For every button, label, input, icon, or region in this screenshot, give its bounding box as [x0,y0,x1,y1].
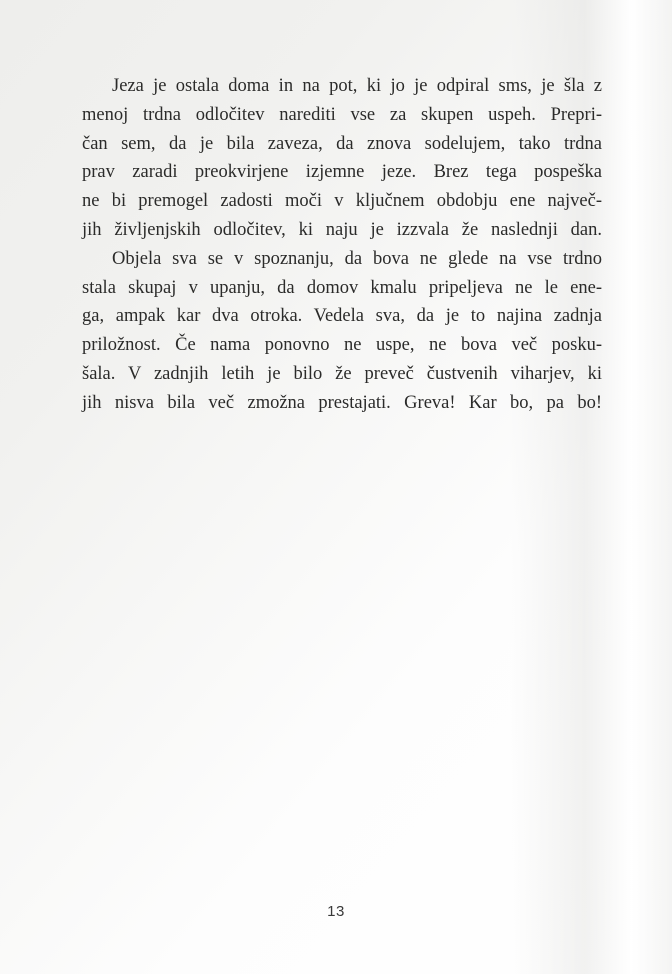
body-text [82,72,602,418]
paragraph-1 [82,72,602,245]
paragraph-2 [82,245,602,418]
page-number: 13 [327,903,345,920]
text-line: čan sem, da je bila zaveza, da znova sodelujem, tako trdna [82,133,602,154]
text-line: šala. V zadnjih letih je bilo že preveč čustvenih viharjev, ki [82,363,602,384]
text-line: ga, ampak kar dva otroka. Vedela sva, da je to najina zadnja [82,306,602,327]
text-line: prav zaradi preokvirjene izjemne jeze. Brez tega pospeška [82,162,602,183]
text-line: jih nisva bila več zmožna prestajati. Greva! Kar bo, pa bo! [82,392,602,413]
text-line: Objela sva se v spoznanju, da bova ne glede na vse trdno [112,248,602,269]
text-line: ne bi premogel zadosti moči v ključnem obdobju ene največ- [82,191,602,212]
text-line: stala skupaj v upanju, da domov kmalu pripeljeva ne le ene- [82,277,602,298]
text-line: priložnost. Če nama ponovno ne uspe, ne bova več posku- [82,335,602,356]
text-line: Jeza je ostala doma in na pot, ki jo je odpiral sms, je šla z [112,76,602,96]
text-line: jih življenjskih odločitev, ki naju je izzvala že naslednji dan. [82,219,602,240]
text-line: menoj trdna odločitev narediti vse za skupen uspeh. Prepri- [82,104,602,125]
